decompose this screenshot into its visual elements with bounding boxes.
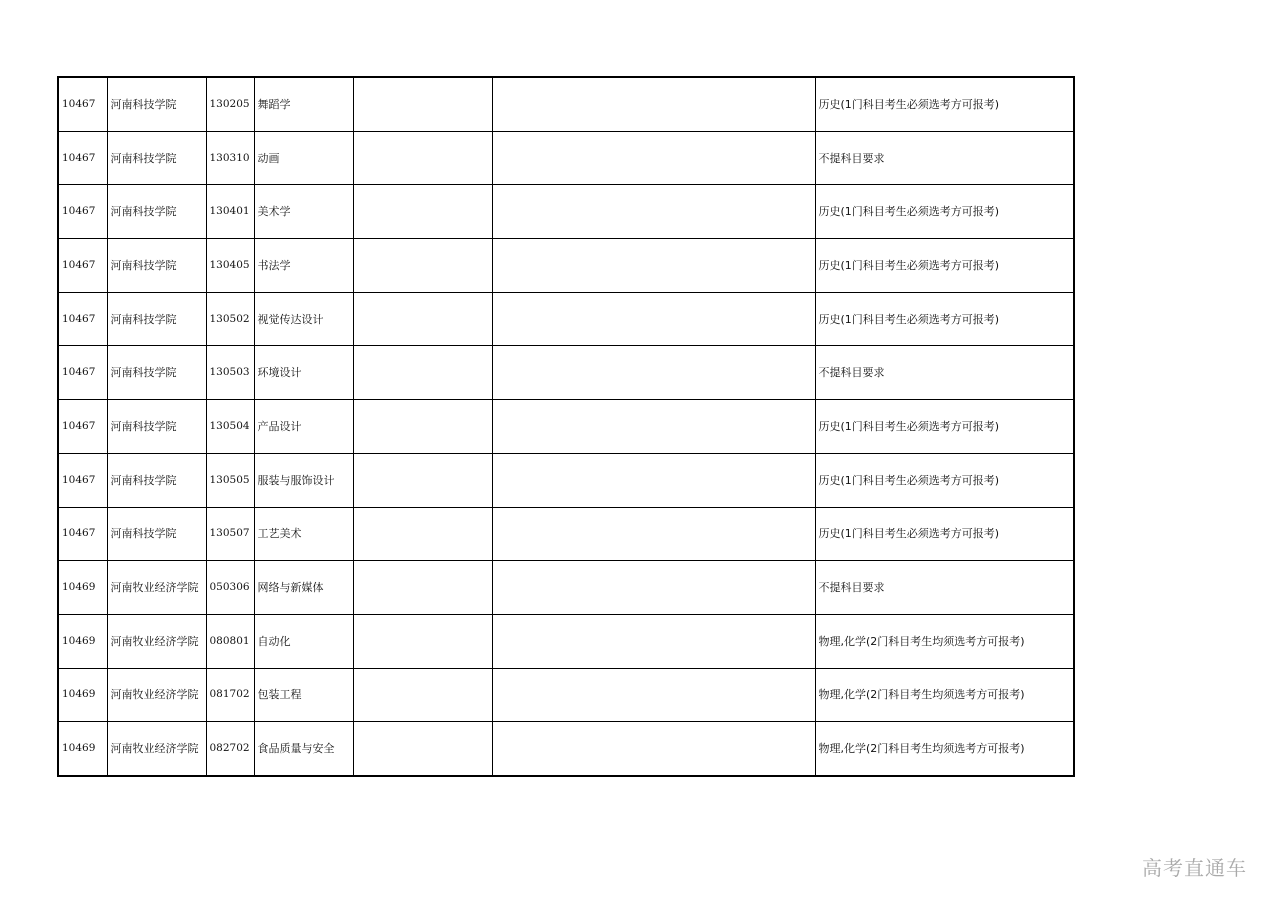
subject-requirement-cell: 历史(1门科目考生必须选考方可报考) (815, 185, 1074, 239)
table-row (58, 453, 1074, 507)
major-code-cell: 130505 (206, 453, 254, 507)
school-name-cell: 河南科技学院 (107, 507, 206, 561)
empty-cell (492, 346, 815, 400)
table-row (58, 561, 1074, 615)
empty-cell (492, 400, 815, 454)
major-code-cell: 130310 (206, 131, 254, 185)
watermark-logo: 高考直通车 (1142, 856, 1247, 880)
major-code-cell: 130503 (206, 346, 254, 400)
subject-requirement-cell: 物理,化学(2门科目考生均须选考方可报考) (815, 722, 1074, 776)
table-body (58, 77, 1074, 776)
school-code-cell: 10467 (58, 185, 107, 239)
school-name-cell: 河南科技学院 (107, 453, 206, 507)
empty-cell (492, 453, 815, 507)
table-row (58, 668, 1074, 722)
subject-requirement-cell: 历史(1门科目考生必须选考方可报考) (815, 507, 1074, 561)
school-code-cell: 10467 (58, 453, 107, 507)
empty-cell (353, 131, 492, 185)
empty-cell (492, 77, 815, 131)
empty-cell (353, 400, 492, 454)
school-name-cell: 河南科技学院 (107, 77, 206, 131)
subject-requirement-cell: 历史(1门科目考生必须选考方可报考) (815, 239, 1074, 293)
major-name-cell: 工艺美术 (254, 507, 353, 561)
school-name-cell: 河南牧业经济学院 (107, 561, 206, 615)
table-row (58, 239, 1074, 293)
major-name-cell: 环境设计 (254, 346, 353, 400)
major-code-cell: 082702 (206, 722, 254, 776)
major-code-cell: 050306 (206, 561, 254, 615)
major-code-cell: 081702 (206, 668, 254, 722)
empty-cell (492, 131, 815, 185)
empty-cell (353, 668, 492, 722)
subject-requirements-table (57, 76, 1075, 777)
school-code-cell: 10467 (58, 400, 107, 454)
major-name-cell: 网络与新媒体 (254, 561, 353, 615)
major-name-cell: 服装与服饰设计 (254, 453, 353, 507)
subject-requirement-cell: 物理,化学(2门科目考生均须选考方可报考) (815, 614, 1074, 668)
subject-requirement-cell: 物理,化学(2门科目考生均须选考方可报考) (815, 668, 1074, 722)
major-name-cell: 书法学 (254, 239, 353, 293)
subject-requirement-cell: 历史(1门科目考生必须选考方可报考) (815, 453, 1074, 507)
school-code-cell: 10469 (58, 614, 107, 668)
empty-cell (492, 614, 815, 668)
school-name-cell: 河南牧业经济学院 (107, 668, 206, 722)
empty-cell (492, 722, 815, 776)
empty-cell (492, 561, 815, 615)
major-code-cell: 130504 (206, 400, 254, 454)
school-name-cell: 河南牧业经济学院 (107, 614, 206, 668)
table-row (58, 131, 1074, 185)
major-name-cell: 动画 (254, 131, 353, 185)
table-row (58, 185, 1074, 239)
school-code-cell: 10467 (58, 507, 107, 561)
table-row (58, 400, 1074, 454)
major-code-cell: 130502 (206, 292, 254, 346)
empty-cell (353, 507, 492, 561)
school-code-cell: 10467 (58, 77, 107, 131)
major-name-cell: 舞蹈学 (254, 77, 353, 131)
school-name-cell: 河南科技学院 (107, 400, 206, 454)
school-code-cell: 10467 (58, 239, 107, 293)
school-code-cell: 10469 (58, 722, 107, 776)
empty-cell (492, 185, 815, 239)
major-name-cell: 自动化 (254, 614, 353, 668)
empty-cell (353, 292, 492, 346)
subject-requirement-cell: 不提科目要求 (815, 131, 1074, 185)
major-code-cell: 080801 (206, 614, 254, 668)
table-row (58, 507, 1074, 561)
major-name-cell: 食品质量与安全 (254, 722, 353, 776)
school-name-cell: 河南科技学院 (107, 185, 206, 239)
school-code-cell: 10469 (58, 668, 107, 722)
subject-requirement-cell: 不提科目要求 (815, 561, 1074, 615)
empty-cell (492, 668, 815, 722)
school-code-cell: 10469 (58, 561, 107, 615)
empty-cell (492, 239, 815, 293)
subject-requirement-cell: 历史(1门科目考生必须选考方可报考) (815, 292, 1074, 346)
school-code-cell: 10467 (58, 346, 107, 400)
empty-cell (353, 185, 492, 239)
major-name-cell: 视觉传达设计 (254, 292, 353, 346)
table-row (58, 346, 1074, 400)
empty-cell (353, 722, 492, 776)
table-row (58, 77, 1074, 131)
empty-cell (492, 507, 815, 561)
table-row (58, 614, 1074, 668)
empty-cell (353, 453, 492, 507)
subject-requirement-cell: 历史(1门科目考生必须选考方可报考) (815, 77, 1074, 131)
school-name-cell: 河南科技学院 (107, 239, 206, 293)
major-name-cell: 美术学 (254, 185, 353, 239)
table-row (58, 292, 1074, 346)
empty-cell (353, 346, 492, 400)
school-code-cell: 10467 (58, 131, 107, 185)
school-code-cell: 10467 (58, 292, 107, 346)
subject-requirement-cell: 历史(1门科目考生必须选考方可报考) (815, 400, 1074, 454)
major-code-cell: 130405 (206, 239, 254, 293)
major-code-cell: 130401 (206, 185, 254, 239)
major-name-cell: 产品设计 (254, 400, 353, 454)
empty-cell (353, 239, 492, 293)
empty-cell (492, 292, 815, 346)
major-code-cell: 130507 (206, 507, 254, 561)
school-name-cell: 河南牧业经济学院 (107, 722, 206, 776)
empty-cell (353, 614, 492, 668)
school-name-cell: 河南科技学院 (107, 131, 206, 185)
empty-cell (353, 77, 492, 131)
major-code-cell: 130205 (206, 77, 254, 131)
subject-requirement-cell: 不提科目要求 (815, 346, 1074, 400)
empty-cell (353, 561, 492, 615)
major-name-cell: 包装工程 (254, 668, 353, 722)
table-row (58, 722, 1074, 776)
school-name-cell: 河南科技学院 (107, 346, 206, 400)
school-name-cell: 河南科技学院 (107, 292, 206, 346)
